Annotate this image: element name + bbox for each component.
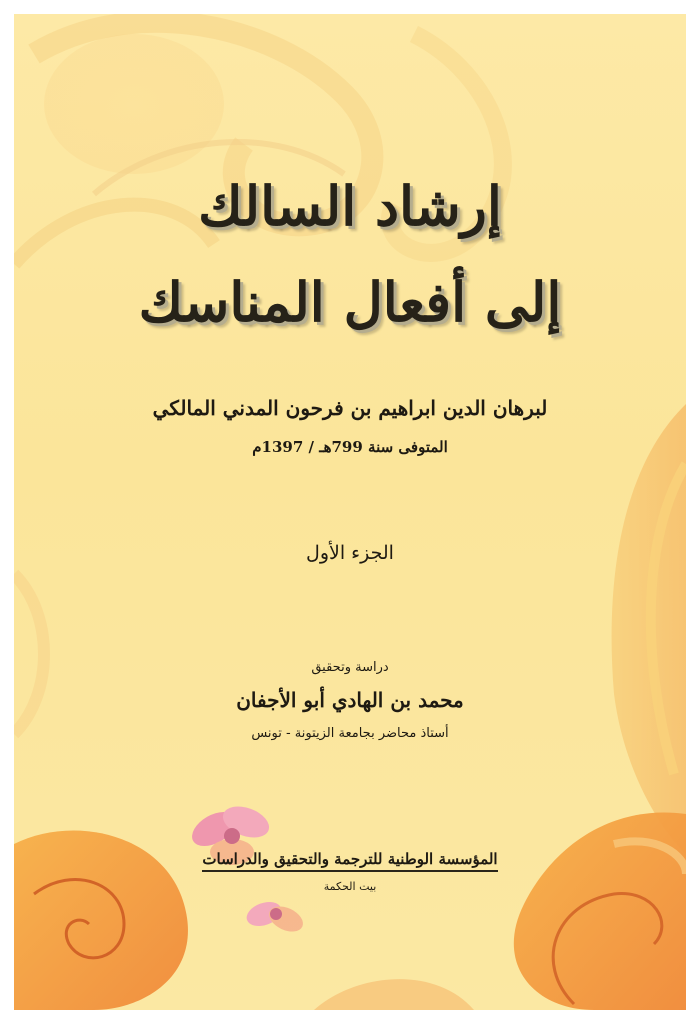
death-dates: المتوفى سنة 799هـ / 1397م xyxy=(252,438,448,456)
book-cover xyxy=(14,14,686,1010)
editor-name: محمد بن الهادي أبو الأجفان xyxy=(236,688,464,712)
publisher-block xyxy=(14,850,686,872)
publisher-name: المؤسسة الوطنية للترجمة والتحقيق والدراسات xyxy=(202,850,497,872)
author-name: لبرهان الدين ابراهيم بن فرحون المدني المالكي xyxy=(152,396,548,420)
publisher-sub: بيت الحكمة xyxy=(323,880,377,893)
study-label: دراسة وتحقيق xyxy=(311,660,389,675)
title-line-2: إلى أفعال المناسك xyxy=(138,270,562,334)
title-line-1: إرشاد السالك xyxy=(198,174,502,238)
editor-title: أستاذ محاضر بجامعة الزيتونة - تونس xyxy=(251,726,449,741)
volume-label: الجزء الأول xyxy=(306,542,394,564)
